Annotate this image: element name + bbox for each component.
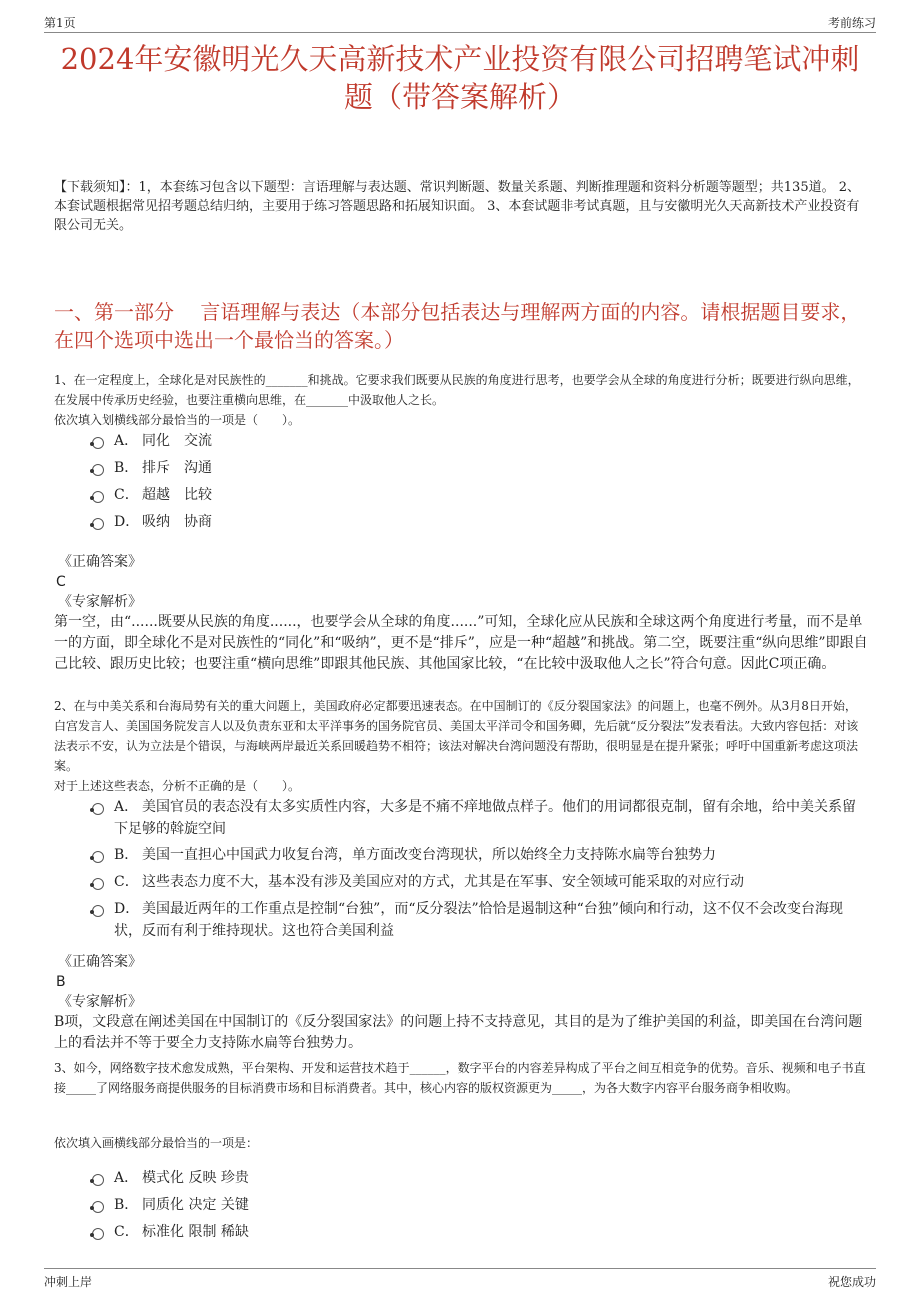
option-label: A．: [114, 433, 139, 449]
option-label: C．: [114, 874, 139, 890]
question-2-answer-block: [54, 952, 868, 1054]
analysis-text: B项，文段意在阐述美国在中国制订的《反分裂国家法》的问题上持不支持意见，其目的是为了维护美国的利益，即美国在台湾问题上的看法并不等于要全力支持陈水扁等台独势力。: [54, 1014, 863, 1051]
radio-icon[interactable]: [92, 1174, 104, 1186]
download-notice: 【下载须知】：1，本套练习包含以下题型：言语理解与表达题、常识判断题、数量关系题、判断推理题和资料分析题等题型；共135道。 2、本套试题根据常见招考题总结归纳，主要用于练习答题思路和拓展知识面。 3、本套试题非考试真题，且与安徽明光久天高新技术产业投资有限公司无关。: [54, 180, 860, 233]
option-c[interactable]: [92, 484, 868, 511]
page-number: 第1页: [44, 16, 76, 30]
analysis-label: 《专家解析》: [58, 594, 142, 610]
answer-label: 《正确答案》: [58, 954, 142, 970]
option-a[interactable]: [92, 796, 868, 844]
page-header: [44, 10, 876, 33]
option-b[interactable]: [92, 457, 868, 484]
question-2-stem: 2、在与中美关系和台海局势有关的重大问题上，美国政府必定都要迅速表态。在中国制订的《反分裂国家法》的问题上，也毫不例外。从3月8日开始，白宫发言人、美国国务院发言人以及负责东亚和太平洋事务的国务院官员、美国太平洋司令和国务卿，先后就“反分裂法”发表看法。大致内容包括：对该法表示不安，认为立法是个错误，与海峡两岸最近关系回暖趋势不相符；该法对解决台湾问题没有帮助，很明显是在提升紧张；呼吁中国重新考虑这项法案。: [54, 699, 859, 773]
radio-icon[interactable]: [92, 803, 104, 815]
option-label: B．: [114, 1197, 139, 1213]
question-1-stem: 1、在一定程度上，全球化是对民族性的_______和挑战。它要求我们既要从民族的角度进行思考，也要学会从全球的角度进行分析；既要进行纵向思维，在发展中传承历史经验，也要注重横向思维，在_______中汲取他人之长。: [54, 373, 860, 407]
radio-icon[interactable]: [92, 491, 104, 503]
radio-icon[interactable]: [92, 905, 104, 917]
answer-value: C: [56, 574, 66, 590]
option-text: 吸纳 协商: [142, 514, 212, 530]
option-d[interactable]: [92, 511, 868, 538]
question-1: [54, 370, 868, 430]
question-1-options: [92, 430, 868, 538]
section-heading: 一、第一部分 言语理解与表达（本部分包括表达与理解两方面的内容。请根据题目要求，在四个选项中选出一个最恰当的答案。）: [54, 300, 861, 352]
option-label: C．: [114, 1224, 139, 1240]
option-text: 同化 交流: [142, 433, 212, 449]
option-text: 标准化 限制 稀缺: [142, 1224, 249, 1240]
option-label: A．: [114, 799, 139, 815]
footer-right-text: 祝您成功: [827, 1275, 876, 1289]
option-label: B．: [114, 847, 139, 863]
analysis-text: 第一空，由“......既要从民族的角度......，也要学会从全球的角度......”可知，全球化应从民族和全球这两个角度进行考量，而不是单一的方面，即全球化不是对民族性的“同化”和“吸纳”，更不是“排斥”，应是一种“超越”和挑战。第二空，既要注重“纵向思维”即跟自己比较、跟历史比较；也要注重“横向思维”即跟其他民族、其他国家比较，“在比较中汲取他人之长”符合句意。因此C项正确。: [54, 614, 868, 672]
question-3-options: [92, 1167, 868, 1248]
option-label: D．: [114, 901, 140, 917]
radio-icon[interactable]: [92, 1228, 104, 1240]
option-label: B．: [114, 460, 139, 476]
page-footer: [44, 1268, 876, 1293]
question-2-prompt: 对于上述这些表态，分析不正确的是（ ）。: [54, 779, 301, 793]
answer-value: B: [56, 974, 66, 990]
question-1-prompt: 依次填入划横线部分最恰当的一项是（ ）。: [54, 413, 301, 427]
page-title: 2024年安徽明光久天高新技术产业投资有限公司招聘笔试冲刺题（带答案解析）: [60, 42, 860, 114]
option-label: D．: [114, 514, 140, 530]
question-3-prompt: 依次填入画横线部分最恰当的一项是：: [54, 1136, 259, 1150]
option-label: A．: [114, 1170, 139, 1186]
option-text: 美国一直担心中国武力收复台湾，单方面改变台湾现状，所以始终全力支持陈水扁等台独势力: [142, 847, 716, 863]
option-d[interactable]: [92, 898, 868, 946]
radio-icon[interactable]: [92, 851, 104, 863]
question-2: [54, 696, 868, 796]
question-2-options: [92, 796, 868, 946]
option-text: 同质化 决定 关键: [142, 1197, 249, 1213]
option-text: 美国官员的表态没有太多实质性内容，大多是不痛不痒地做点样子。他们的用词都很克制，留有余地，给中美关系留下足够的斡旋空间: [114, 799, 856, 837]
footer-left-text: 冲刺上岸: [44, 1275, 93, 1289]
option-a[interactable]: [92, 1167, 868, 1194]
option-b[interactable]: [92, 1194, 868, 1221]
option-c[interactable]: [92, 1221, 868, 1248]
option-text: 这些表态力度不大，基本没有涉及美国应对的方式，尤其是在军事、安全领域可能采取的对应行动: [142, 874, 744, 890]
radio-icon[interactable]: [92, 1201, 104, 1213]
analysis-label: 《专家解析》: [58, 994, 142, 1010]
radio-icon[interactable]: [92, 878, 104, 890]
option-text: 模式化 反映 珍贵: [142, 1170, 249, 1186]
option-text: 超越 比较: [142, 487, 212, 503]
radio-icon[interactable]: [92, 518, 104, 530]
option-b[interactable]: [92, 844, 868, 871]
option-text: 排斥 沟通: [142, 460, 212, 476]
answer-label: 《正确答案》: [58, 554, 142, 570]
radio-icon[interactable]: [92, 464, 104, 476]
question-3: [54, 1058, 868, 1098]
question-1-answer-block: [54, 552, 868, 675]
option-text: 美国最近两年的工作重点是控制“台独”，而“反分裂法”恰恰是遏制这种“台独”倾向和行动，这不仅不会改变台海现状，反而有利于维持现状。这也符合美国利益: [114, 901, 843, 939]
option-c[interactable]: [92, 871, 868, 898]
radio-icon[interactable]: [92, 437, 104, 449]
option-label: C．: [114, 487, 139, 503]
option-a[interactable]: [92, 430, 868, 457]
header-tag: 考前练习: [827, 16, 876, 30]
question-3-stem: 3、如今，网络数字技术愈发成熟，平台架构、开发和运营技术趋于______，数字平台的内容差异构成了平台之间互相竞争的优势。音乐、视频和电子书直接_____了网络服务商提供服务的目标消费市场和目标消费者。其中，核心内容的版权资源更为_____，为各大数字内容平台服务商争相收购。: [54, 1061, 866, 1095]
